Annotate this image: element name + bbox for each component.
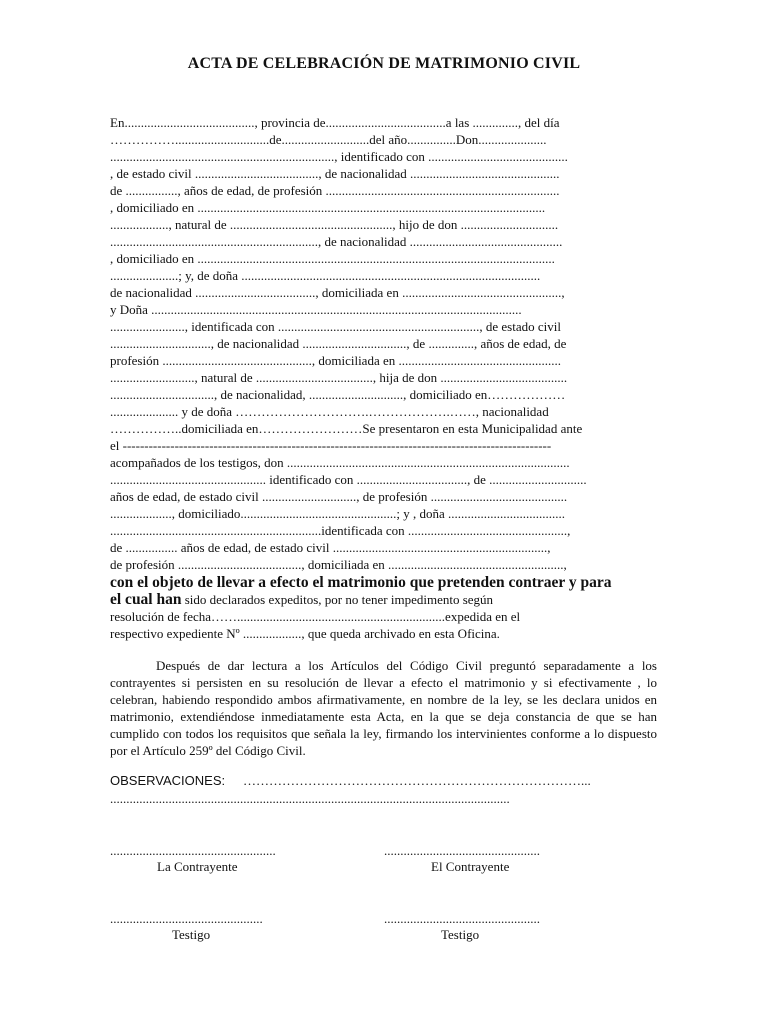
form-line: .................................................................identificada con ................................................., <box>110 523 571 538</box>
signature-line-witness-2: ................................................ <box>384 911 540 926</box>
form-line: ……………..domiciliada en……………………Se presentaron en esta Municipalidad ante <box>110 421 583 436</box>
form-line: y Doña .................................................................................................................. <box>110 302 522 317</box>
purpose-line-2-rest: sido declarados expeditos, por no tener impedimento según <box>181 592 494 607</box>
observaciones-field-2: ........................................................................................................................... <box>110 791 510 806</box>
form-line: , de estado civil ......................................, de nacionalidad .............................................. <box>110 166 560 181</box>
form-line: , domiciliado en .............................................................................................................. <box>110 251 555 266</box>
form-line: ..............................., de nacionalidad ................................, de .............., años de edad, de <box>110 336 567 351</box>
resolution-line: resolución de fecha……................................................................expedida en el <box>110 609 521 624</box>
form-line: de ................, años de edad, de profesión ........................................................................ <box>110 183 560 198</box>
signature-label-witness-1: Testigo <box>172 927 211 942</box>
form-line: …………….............................de...........................del año...............Don..................... <box>110 132 547 147</box>
signature-label-witness-2: Testigo <box>441 927 480 942</box>
form-line: ..................., domiciliado................................................; y , doña .................................... <box>110 506 565 521</box>
form-line: de nacionalidad ....................................., domiciliada en ................................................., <box>110 285 565 300</box>
signature-label-bride: La Contrayente <box>157 859 238 874</box>
document-title: ACTA DE CELEBRACIÓN DE MATRIMONIO CIVIL <box>187 55 581 72</box>
form-line: de ................ años de edad, de estado civil .................................................................., <box>110 540 551 555</box>
purpose-line-2 <box>110 591 660 608</box>
observaciones-field: ……………………………………………………………………... <box>243 773 591 788</box>
form-line: .....................; y, de doña ............................................................................................ <box>110 268 541 283</box>
signature-line-witness-1: ............................................... <box>110 911 263 926</box>
resolution-line: respectivo expediente Nº .................., que queda archivado en esta Oficina. <box>110 626 500 641</box>
closing-paragraph <box>110 657 657 759</box>
signature-line-bride: ................................................... <box>110 843 276 858</box>
form-line: ..................... y de doña ………………………….……………….……, nacionalidad <box>110 404 549 419</box>
form-line: ................................................ identificado con .................................., de .............................. <box>110 472 587 487</box>
form-line: de profesión ......................................, domiciliada en ......................................................, <box>110 557 567 572</box>
form-line: ................................................................, de nacionalidad ............................................... <box>110 234 563 249</box>
form-line: .................., natural de .................................................., hijo de don .............................. <box>110 217 559 232</box>
signature-label-groom: El Contrayente <box>431 859 510 874</box>
form-line: .........................., natural de ...................................., hija de don ....................................... <box>110 370 568 385</box>
form-line: acompañados de los testigos, don ....................................................................................... <box>110 455 570 470</box>
form-line: ....................................................................., identificado con ........................................... <box>110 149 568 164</box>
form-line: años de edad, de estado civil ............................., de profesión .......................................... <box>110 489 568 504</box>
form-line: el --------------------------------------------------------------------------------------------------- <box>110 438 552 453</box>
form-line: En........................................, provincia de.....................................a las .............., del día <box>110 115 560 130</box>
purpose-line-2-bold: el cual han <box>110 591 182 608</box>
signature-line-groom: ................................................ <box>384 843 540 858</box>
form-line: ................................, de nacionalidad, ............................., domiciliado en……………… <box>110 387 566 402</box>
observaciones-label: OBSERVACIONES: <box>110 773 226 788</box>
purpose-line: con el objeto de llevar a efecto el matrimonio que pretenden contraer y para <box>110 574 612 591</box>
form-line: profesión .............................................., domiciliada en .................................................. <box>110 353 561 368</box>
form-line: , domiciliado en ........................................................................................................... <box>110 200 546 215</box>
form-line: ......................., identificada con .............................................................., de estado civil <box>110 319 561 334</box>
closing-paragraph-text: Después de dar lectura a los Artículos del Código Civil preguntó separadamente a los contrayentes si persisten en su resolución de llevar a efecto el matrimonio y si efectivamente , lo celebran, habiendo respondido ambos afirmativamente, en nombre de la ley, se les declara unidos en matrimonio, extendiéndose inmediatamente esta Acta, en la que se deja constancia de que se han cumplido con todos los requisitos que señala la ley, firmando los intervinientes conforme a lo dispuesto por el Artículo 259º del Código Civil. <box>110 658 657 758</box>
